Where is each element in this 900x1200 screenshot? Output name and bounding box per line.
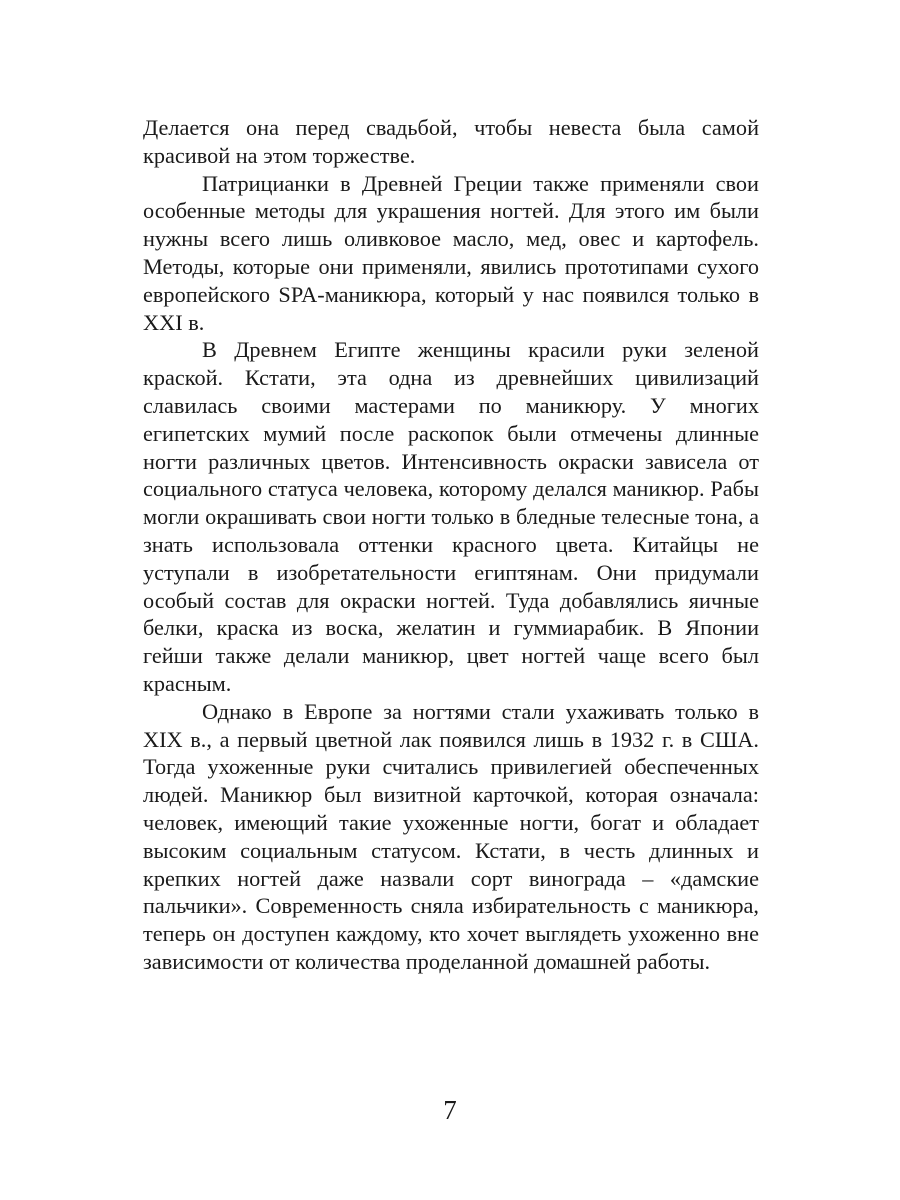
paragraph-europe: Однако в Европе за ногтями стали ухаживать только в XIX в., а первый цветной лак появился лишь в 1932 г. в США. Тогда ухоженные руки считались привилегией обеспеченных людей. Маникюр был визитной карточкой, которая означала: человек, имеющий такие ухоженные ногти, богат и обладает высоким социальным статусом. Кстати, в честь длинных и крепких ногтей даже назвали сорт винограда – «дамские пальчики». Современность сняла избирательность с маникюра, теперь он доступен каждому, кто хочет выглядеть ухоженно вне зависимости от количества проделанной домашней работы. [143,698,759,974]
page-number: 7 [443,1095,457,1125]
paragraph-continuation: Делается она перед свадьбой, чтобы невеста была самой красивой на этом торжестве. [143,115,759,168]
paragraph-egypt: В Древнем Египте женщины красили руки зеленой краской. Кстати, эта одна из древнейших цивилизаций славилась своими мастерами по маникюру. У многих египетских мумий после раскопок были отмечены длинные ногти различных цветов. Интенсивность окраски зависела от социального статуса человека, которому делался маникюр. Рабы могли окрашивать свои ногти только в бледные телесные тона, а знать использовала оттенки красного цвета. Китайцы не уступали в изобретательности египтянам. Они придумали особый состав для окраски ногтей. Туда добавлялись яичные белки, краска из воска, желатин и гуммиарабик. В Японии гейши также делали маникюр, цвет ногтей чаще всего был красным. [143,337,759,696]
body-text [143,114,759,976]
paragraph-greece: Патрицианки в Древней Греции также применяли свои особенные методы для украшения ногтей. Для этого им были нужны всего лишь оливковое масло, мед, овес и картофель. Методы, которые они применяли, явились прототипами сухого европейского SPA-маникюра, который у нас появился только в XXI в. [143,170,759,335]
